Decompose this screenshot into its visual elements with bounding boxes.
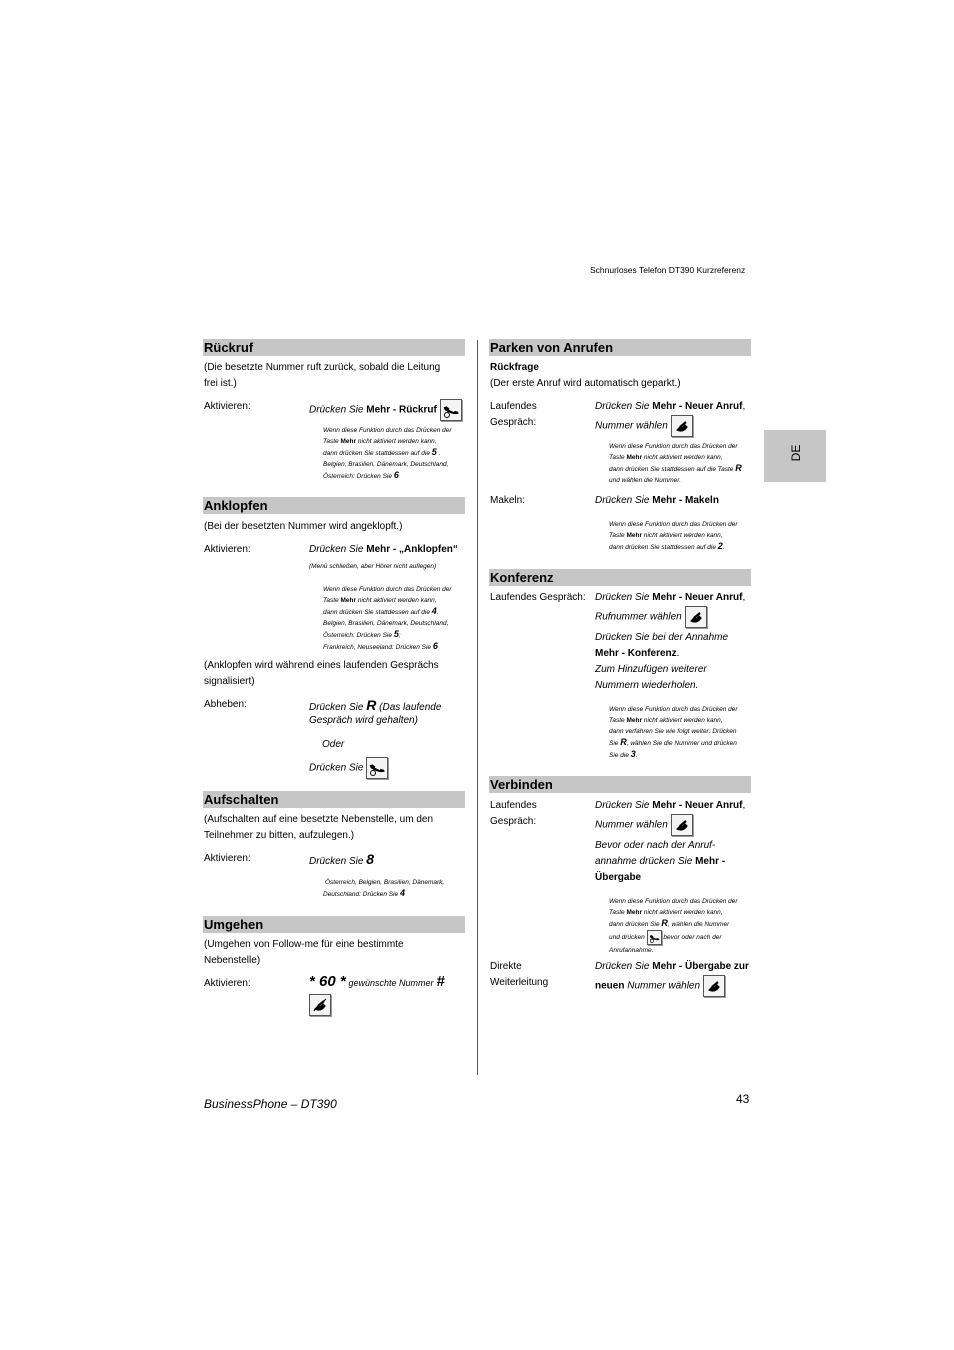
section-title-rueckruf: Rückruf (203, 339, 465, 356)
page-number: 43 (736, 1092, 750, 1106)
hash-key: # (436, 973, 445, 990)
callback-handset-icon (647, 930, 662, 945)
aufschalten-desc-1: (Aufschalten auf eine besetzte Nebenstelle, um den (204, 814, 434, 825)
callback-handset-icon (366, 757, 388, 779)
section-title-verbinden: Verbinden (489, 776, 751, 793)
umgehen-handset (309, 994, 331, 1016)
parken-nummer: Nummer wählen (595, 415, 693, 437)
rueckruf-note: Wenn diese Funktion durch das Drücken der Taste Mehr nicht aktiviert werden kann, dann drücken Sie stattdessen auf die 5 . Belgien, Brasilien, Dänemark, Deutschland, Österreich: Drücken Sie 6 (323, 427, 452, 480)
handset-icon (309, 994, 331, 1016)
umgehen-label: Aktivieren: (204, 978, 251, 989)
direkte-label-2: Weiterleitung (490, 977, 549, 988)
verbinden-label-2: Gespräch: (490, 816, 537, 827)
r-key: R (366, 697, 377, 713)
abheben-alt-action: Drücken Sie (309, 757, 388, 779)
anklopfen-note: Wenn diese Funktion durch das Drücken der Taste Mehr nicht aktiviert werden kann, dann drücken Sie stattdessen auf die 4. Belgien, Brasilien, Dänemark, Deutschland, Österreich: Drücken Sie 5; Frankreich, Neuseeland: Drücken Sie 6 (323, 586, 452, 651)
rueckruf-desc-2: frei ist.) (204, 378, 237, 389)
rueckruf-action: Drücken Sie Mehr - Rückruf (309, 399, 462, 421)
umgehen-desc-1: (Umgehen von Follow-me für eine bestimmte (204, 939, 404, 950)
verbinden-note: Wenn diese Funktion durch das Drücken der Taste Mehr nicht aktiviert werden kann, dann drücken Sie R, wählen die Nummer und drücken bevor oder nach der Anrufannahme. (609, 898, 738, 954)
aufschalten-action: Drücken Sie 8 (309, 851, 375, 867)
parken-label-1: Laufendes (490, 401, 537, 412)
umgehen-desc-2: Nebenstelle) (204, 955, 261, 966)
anklopfen-label: Aktivieren: (204, 544, 251, 555)
language-tab: DE (764, 430, 826, 482)
konferenz-annahme: Drücken Sie bei der Annahme (595, 632, 729, 643)
verbinden-action: Drücken Sie Mehr - Neuer Anruf, (595, 800, 746, 811)
callback-handset-icon (440, 399, 462, 421)
makeln-note: Wenn diese Funktion durch das Drücken der Taste Mehr nicht aktiviert werden kann, dann drücken Sie stattdessen auf die 2. (609, 521, 738, 551)
verbinden-bevor-3: Übergabe (595, 872, 642, 883)
key-8: 8 (366, 851, 375, 867)
aufschalten-desc-2: Teilnehmer zu bitten, aufzulegen.) (204, 830, 355, 841)
verbinden-label-1: Laufendes (490, 800, 537, 811)
handset-icon (671, 415, 693, 437)
abheben-label: Abheben: (204, 699, 247, 710)
anklopfen-desc: (Bei der besetzten Nummer wird angeklopft.) (204, 521, 403, 532)
anklopfen-action: Drücken Sie Mehr - „Anklopfen“ (309, 544, 458, 555)
parken-action: Drücken Sie Mehr - Neuer Anruf, (595, 401, 746, 412)
handset-icon (685, 606, 707, 628)
verbinden-bevor-2: annahme drücken Sie Mehr - (595, 856, 726, 867)
parken-subtitle: Rückfrage (490, 362, 539, 373)
handset-icon (671, 814, 693, 836)
rueckruf-label: Aktivieren: (204, 401, 251, 412)
section-title-konferenz: Konferenz (489, 569, 751, 586)
footer-product: BusinessPhone – DT390 (204, 1097, 337, 1111)
oder-text: Oder (322, 739, 345, 750)
verbinden-nummer: Nummer wählen (595, 814, 693, 836)
parken-note: Wenn diese Funktion durch das Drücken der Taste Mehr nicht aktiviert werden kann, dann drücken Sie stattdessen auf die Taste R und wählen die Nummer. (609, 443, 742, 484)
konferenz-zum-2: Nummern wiederholen. (595, 680, 699, 691)
running-header: Schnurloses Telefon DT390 Kurzreferenz (590, 265, 746, 275)
makeln-action: Drücken Sie Mehr - Makeln (595, 495, 719, 506)
konferenz-bold: Mehr - Konferenz. (595, 648, 680, 659)
direkte-label-1: Direkte (490, 961, 522, 972)
aufschalten-note: Österreich, Belgien, Brasilien, Dänemark, Deutschland: Drücken Sie 4 (323, 879, 445, 898)
section-title-anklopfen: Anklopfen (203, 497, 465, 514)
parken-label-2: Gespräch: (490, 417, 537, 428)
aufschalten-label: Aktivieren: (204, 853, 251, 864)
abheben-action-2: Gespräch wird gehalten) (309, 715, 418, 726)
direkte-action: Drücken Sie Mehr - Übergabe zur (595, 961, 749, 972)
makeln-label: Makeln: (490, 495, 526, 506)
column-divider (477, 340, 478, 1075)
parken-desc: (Der erste Anruf wird automatisch geparkt.) (490, 378, 681, 389)
anklopfen-signal-2: signalisiert) (204, 676, 255, 687)
konferenz-note: Wenn diese Funktion durch das Drücken der Taste Mehr nicht aktiviert werden kann, dann verfahren Sie wie folgt weiter: Drücken Sie R, wählen Sie die Nummer und drücken Sie die 3. (609, 706, 738, 759)
konferenz-rufnummer: Rufnummer wählen (595, 606, 707, 628)
section-title-umgehen: Umgehen (203, 916, 465, 933)
section-title-aufschalten: Aufschalten (203, 791, 465, 808)
verbinden-bevor-1: Bevor oder nach der Anruf- (595, 840, 716, 851)
abheben-action: Drücken Sie R (Das laufende (309, 697, 442, 713)
direkte-action-2: neuen Nummer wählen (595, 975, 725, 997)
konferenz-label: Laufendes Gespräch: (490, 592, 586, 603)
code-60: * 60 * (309, 973, 346, 990)
anklopfen-signal-1: (Anklopfen wird während eines laufenden Gesprächs (204, 660, 439, 671)
anklopfen-menu-note: (Menü schließen, aber Hörer nicht auflegen) (309, 563, 437, 570)
umgehen-action: * 60 * gewünschte Nummer # (309, 973, 445, 990)
konferenz-zum-1: Zum Hinzufügen weiterer (595, 664, 707, 675)
rueckruf-desc-1: (Die besetzte Nummer ruft zurück, sobald die Leitung (204, 362, 441, 373)
handset-icon (703, 975, 725, 997)
section-title-parken: Parken von Anrufen (489, 339, 751, 356)
konferenz-action: Drücken Sie Mehr - Neuer Anruf, (595, 592, 746, 603)
